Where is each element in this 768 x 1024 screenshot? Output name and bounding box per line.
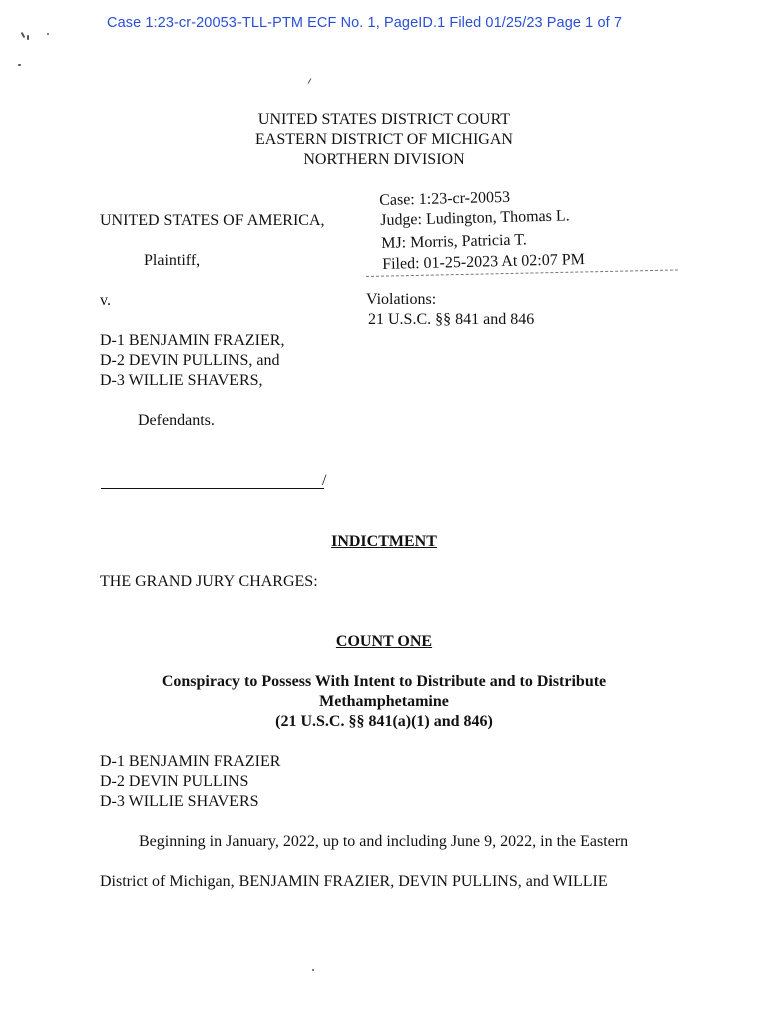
defendant-line: D-3 WILLIE SHAVERS, [100,372,263,389]
count-subheading: Conspiracy to Possess With Intent to Distribute and to Distribute [161,673,607,690]
scan-speck [47,33,49,35]
plaintiff-name: UNITED STATES OF AMERICA, [100,212,325,229]
scan-speck [21,32,26,38]
scan-speck [312,969,314,971]
stamp-mj: MJ: Morris, Patricia T. [381,231,528,252]
stamp-judge: Judge: Ludington, Thomas L. [380,207,570,229]
versus: v. [100,292,111,309]
count-statute: (21 U.S.C. §§ 841(a)(1) and 846) [275,713,493,730]
defendants-role: Defendants. [138,412,215,429]
violations-text: 21 U.S.C. §§ 841 and 846 [368,311,535,328]
scan-speck [27,35,29,40]
defendant-line: D-2 DEVIN PULLINS, and [100,352,280,369]
defendant-line: D-1 BENJAMIN FRAZIER, [100,332,285,349]
court-name: UNITED STATES DISTRICT COURT [257,111,511,128]
count-subheading: Methamphetamine [319,693,449,710]
caption-slash: / [322,472,327,489]
scan-speck [308,78,312,84]
body-paragraph-line: Beginning in January, 2022, up to and including June 9, 2022, in the Eastern [139,833,629,850]
court-district: EASTERN DISTRICT OF MICHIGAN [255,131,513,148]
stamp-case: Case: 1:23-cr-20053 [379,188,511,209]
ecf-header: Case 1:23-cr-20053-TLL-PTM ECF No. 1, PageID.1 Filed 01/25/23 Page 1 of 7 [107,15,623,31]
body-paragraph-line: District of Michigan, BENJAMIN FRAZIER, DEVIN PULLINS, and WILLIE [100,873,608,890]
scan-speck [18,64,21,66]
count-defendant: D-1 BENJAMIN FRAZIER [100,753,281,770]
document-title: INDICTMENT [331,533,437,550]
plaintiff-role: Plaintiff, [144,252,201,269]
grand-jury-intro: THE GRAND JURY CHARGES: [100,573,318,590]
court-division: NORTHERN DIVISION [303,151,465,168]
count-defendant: D-3 WILLIE SHAVERS [100,793,259,810]
caption-rule [101,488,324,489]
violations-label: Violations: [366,291,437,308]
stamp-filed: Filed: 01-25-2023 At 02:07 PM [382,251,586,273]
count-defendant: D-2 DEVIN PULLINS [100,773,249,790]
count-heading: COUNT ONE [335,633,433,650]
